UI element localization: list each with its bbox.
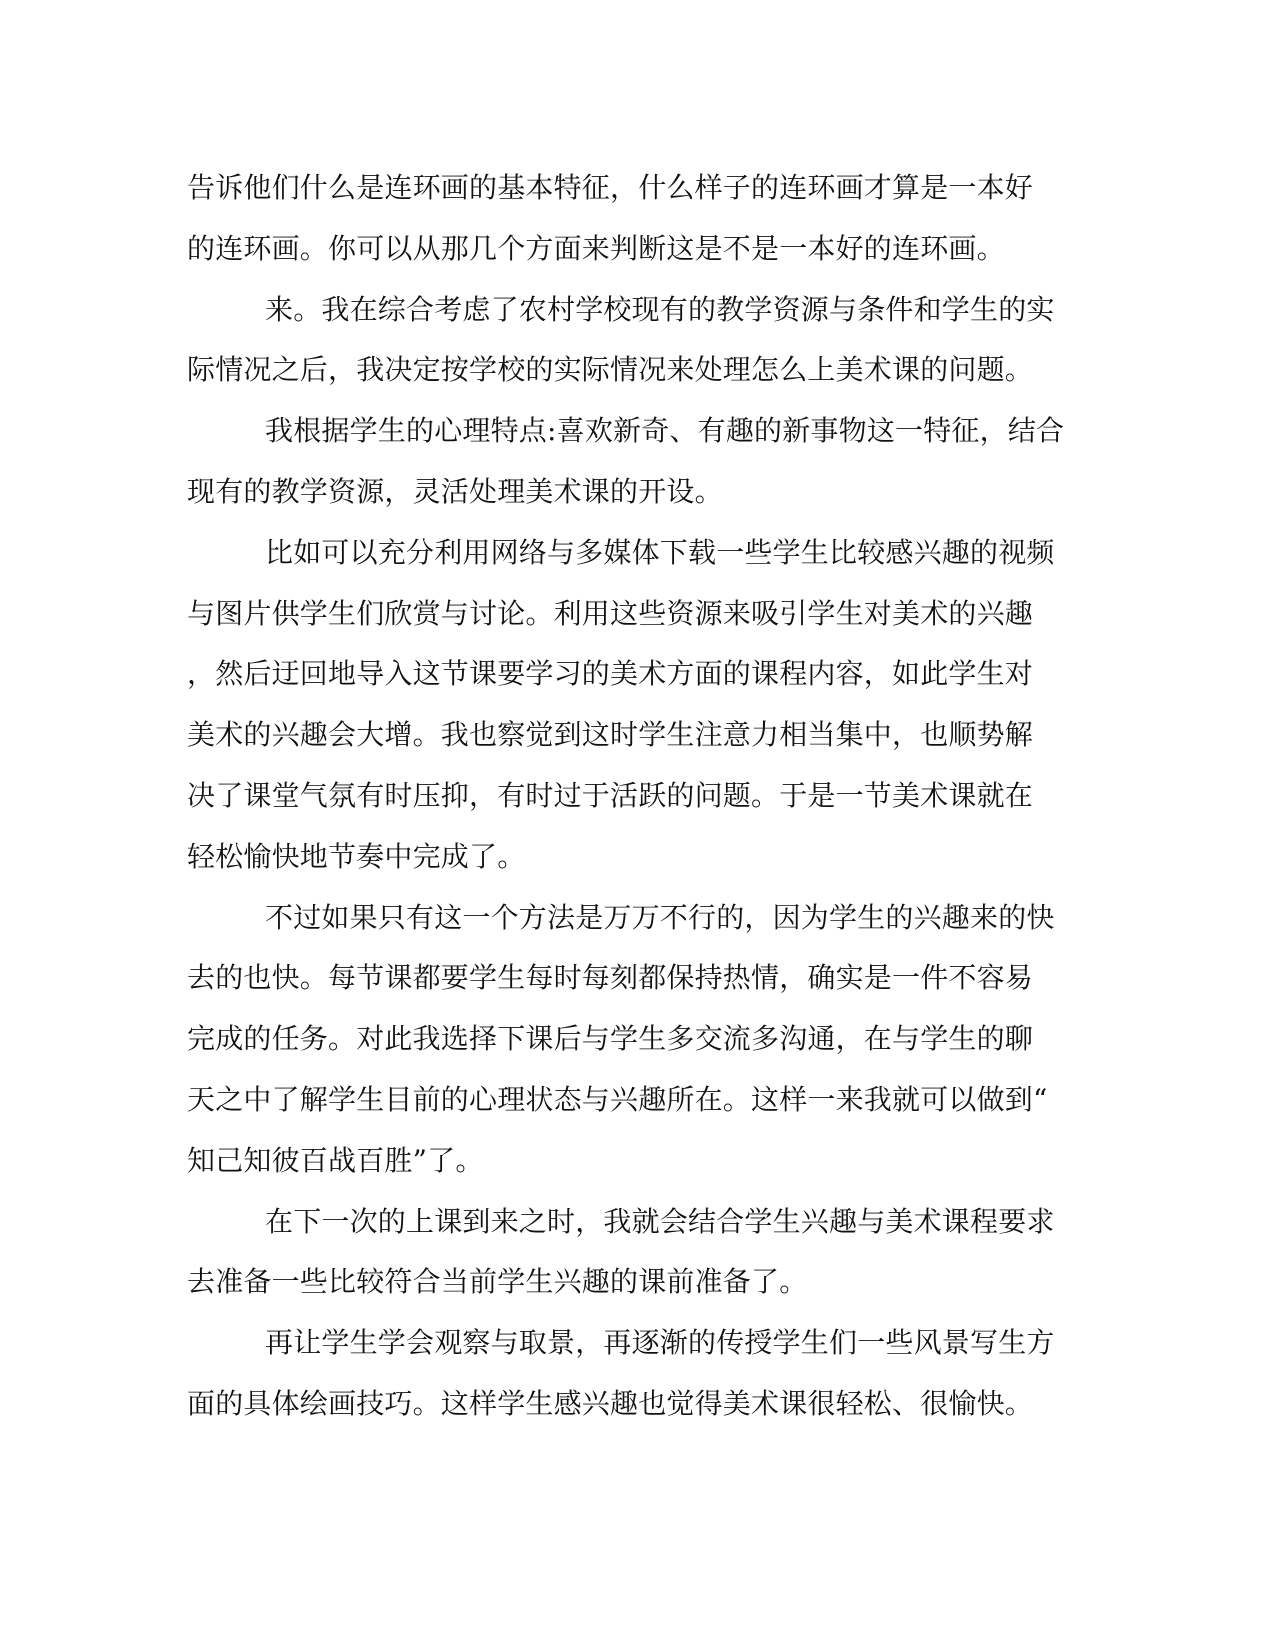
text-line: 告诉他们什么是连环画的基本特征，什么样子的连环画才算是一本好 bbox=[187, 171, 1034, 204]
text-line: 轻松愉快地节奏中完成了。 bbox=[187, 839, 526, 873]
text-line: 再让学生学会观察与取景，再逐渐的传授学生们一些风景写生方 bbox=[265, 1326, 1055, 1360]
text-line: 天之中了解学生目前的心理状态与兴趣所在。这样一来我就可以做到“ bbox=[187, 1082, 1048, 1116]
text-line: 的连环画。你可以从那几个方面来判断这是不是一本好的连环画。 bbox=[187, 231, 1005, 265]
text-line: ，然后迂回地导入这节课要学习的美术方面的课程内容，如此学生对 bbox=[187, 657, 1034, 691]
text-line: 美术的兴趣会大增。我也察觉到这时学生注意力相当集中，也顺势解 bbox=[187, 718, 1034, 752]
text-line: 面的具体绘画技巧。这样学生感兴趣也觉得美术课很轻松、很愉快。 bbox=[187, 1386, 1034, 1420]
text-line: 来。我在综合考虑了农村学校现有的教学资源与条件和学生的实 bbox=[265, 292, 1055, 326]
text-line: 决了课堂气氛有时压抑，有时过于活跃的问题。于是一节美术课就在 bbox=[187, 778, 1034, 812]
text-line: 知己知彼百战百胜”了。 bbox=[187, 1143, 484, 1177]
text-line: 在下一次的上课到来之时，我就会结合学生兴趣与美术课程要求 bbox=[265, 1204, 1055, 1238]
text-line: 去的也快。每节课都要学生每时每刻都保持热情，确实是一件不容易 bbox=[187, 961, 1034, 995]
text-line: 际情况之后，我决定按学校的实际情况来处理怎么上美术课的问题。 bbox=[187, 353, 1034, 387]
text-line: 现有的教学资源，灵活处理美术课的开设。 bbox=[187, 474, 723, 508]
text-line: 比如可以充分利用网络与多媒体下载一些学生比较感兴趣的视频 bbox=[265, 535, 1055, 569]
text-line: 与图片供学生们欣赏与讨论。利用这些资源来吸引学生对美术的兴趣 bbox=[187, 596, 1034, 630]
text-line: 不过如果只有这一个方法是万万不行的，因为学生的兴趣来的快 bbox=[265, 900, 1055, 934]
text-line: 完成的任务。对此我选择下课后与学生多交流多沟通，在与学生的聊 bbox=[187, 1022, 1034, 1056]
text-line: 我根据学生的心理特点:喜欢新奇、有趣的新事物这一特征，结合 bbox=[265, 414, 1065, 448]
body-text bbox=[187, 158, 1087, 1435]
text-line: 去准备一些比较符合当前学生兴趣的课前准备了。 bbox=[187, 1265, 808, 1299]
